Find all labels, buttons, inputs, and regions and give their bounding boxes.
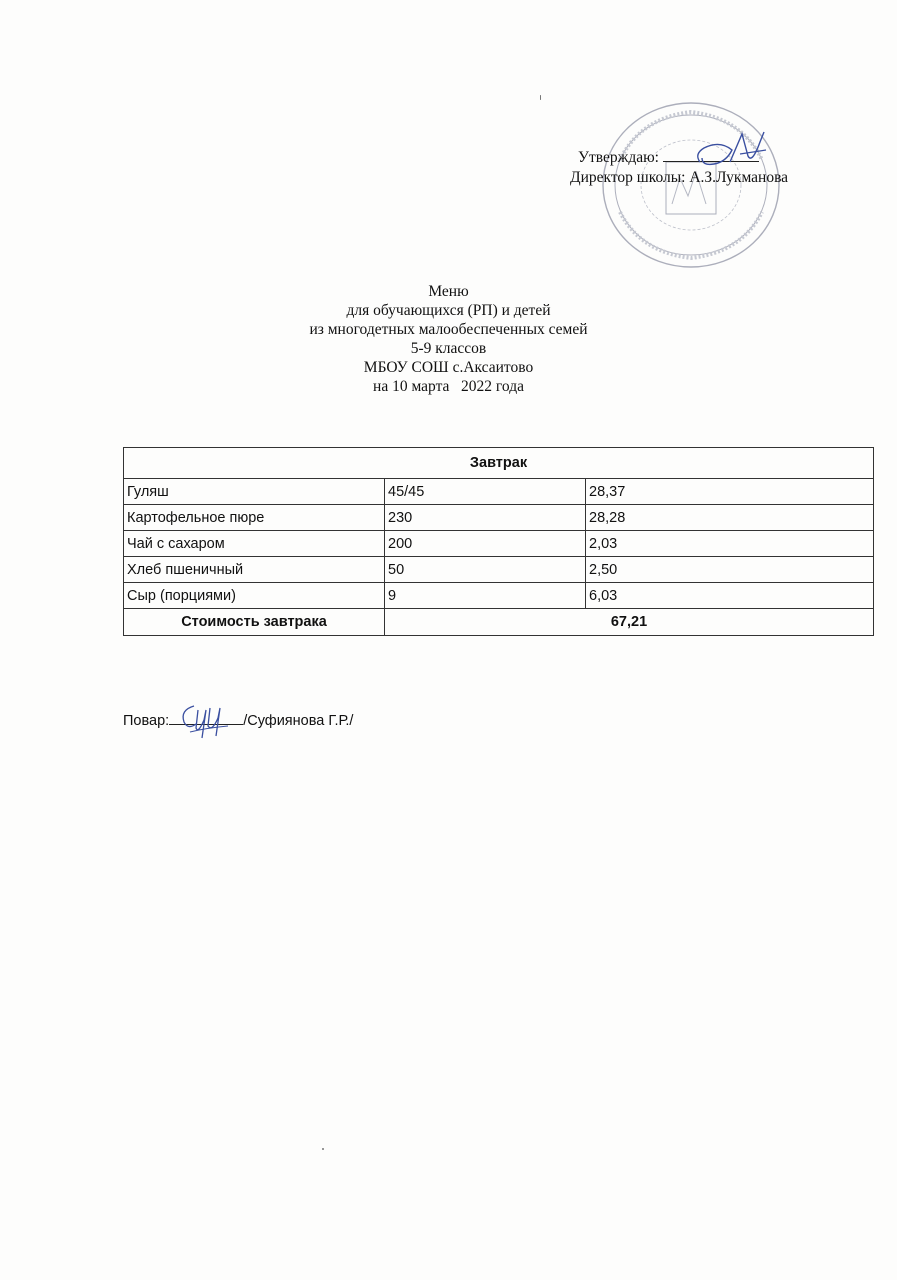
table-row <box>124 557 874 583</box>
document-title <box>0 282 897 396</box>
dish-portion: 50 <box>385 557 586 583</box>
scan-speck <box>322 1148 324 1150</box>
total-row <box>124 609 874 636</box>
menu-table <box>123 447 874 636</box>
dish-name: Картофельное пюре <box>124 505 385 531</box>
cook-name: /Суфиянова Г.Р./ <box>243 713 354 729</box>
approve-label: Утверждаю: <box>578 149 659 166</box>
dish-price: 2,03 <box>586 531 874 557</box>
cook-signature-line <box>123 710 353 729</box>
title-line-2: для обучающихся (РП) и детей <box>346 302 551 319</box>
table-row <box>124 531 874 557</box>
cook-signature <box>176 698 236 742</box>
dish-price: 28,28 <box>586 505 874 531</box>
dish-name: Сыр (порциями) <box>124 583 385 609</box>
dish-portion: 9 <box>385 583 586 609</box>
table-row <box>124 479 874 505</box>
total-value: 67,21 <box>385 609 874 636</box>
title-line-5: МБОУ СОШ с.Аксаитово <box>363 359 534 376</box>
dish-name: Гуляш <box>124 479 385 505</box>
table-row <box>124 583 874 609</box>
dish-name: Хлеб пшеничный <box>124 557 385 583</box>
director-signature <box>690 128 770 174</box>
title-line-6: на 10 марта 2022 года <box>373 378 524 395</box>
table-row <box>124 505 874 531</box>
dish-price: 2,50 <box>586 557 874 583</box>
total-label: Стоимость завтрака <box>124 609 385 636</box>
table-header-row <box>124 448 874 479</box>
dish-name: Чай с сахаром <box>124 531 385 557</box>
title-line-4: 5-9 классов <box>410 340 487 357</box>
director-line: Директор школы: А.З.Лукманова <box>570 169 789 186</box>
section-header: Завтрак <box>124 448 874 479</box>
title-line-1: Меню <box>428 283 469 300</box>
scan-speck <box>540 95 541 100</box>
dish-portion: 230 <box>385 505 586 531</box>
dish-price: 28,37 <box>586 479 874 505</box>
dish-portion: 200 <box>385 531 586 557</box>
dish-price: 6,03 <box>586 583 874 609</box>
cook-label: Повар: <box>123 713 170 729</box>
dish-portion: 45/45 <box>385 479 586 505</box>
title-line-3: из многодетных малообеспеченных семей <box>309 321 588 338</box>
